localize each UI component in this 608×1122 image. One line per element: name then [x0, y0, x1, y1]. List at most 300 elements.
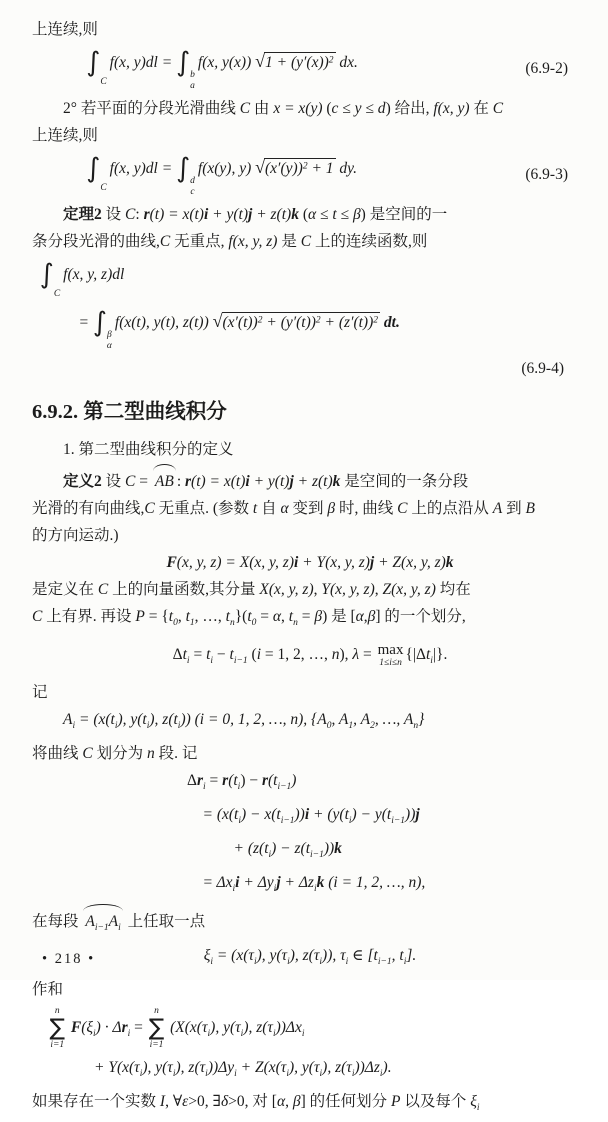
- text-run: 1: [348, 721, 354, 732]
- equation-number: (6.9-2): [525, 60, 568, 78]
- text-run: (: [322, 100, 332, 118]
- text-run: (x, y, z) = X(x, y, z): [176, 554, 294, 572]
- text-run: + Y(x, y, z): [298, 554, 370, 572]
- text-run: r: [143, 206, 150, 224]
- text-run: =: [256, 608, 273, 626]
- text-run: i: [272, 1029, 276, 1040]
- text-run: β: [327, 500, 336, 518]
- text-run: ∫: [86, 47, 101, 79]
- text-run: λ: [352, 646, 360, 664]
- formula-vector-field: [32, 549, 588, 576]
- text-run: f(x, y, z): [228, 233, 278, 251]
- text-run: 作和: [32, 981, 64, 999]
- text-run: n: [54, 1006, 60, 1017]
- text-run: C: [97, 581, 109, 599]
- text-run: t: [168, 608, 174, 626]
- text-run: 均在: [435, 581, 471, 599]
- text-run: 上的点沿从: [407, 500, 493, 518]
- text-run: + Δy: [239, 874, 274, 892]
- text-run: = {: [144, 608, 169, 626]
- arc-overline-group: [82, 903, 123, 942]
- text-run: ) · Δ: [95, 1019, 122, 1037]
- formula-xi: [32, 942, 588, 976]
- subsection-heading: [32, 436, 588, 463]
- text-run: f(x, y)dl =: [109, 160, 177, 178]
- text-run: √: [212, 311, 223, 332]
- text-run: ∫: [176, 153, 191, 185]
- text-run: i: [319, 957, 323, 968]
- text-run: r: [222, 772, 229, 790]
- body-line: [32, 976, 588, 1003]
- text-run: ) 是空间的一: [360, 206, 448, 224]
- text-run: 2: [328, 55, 334, 66]
- text-run: i: [430, 656, 433, 667]
- text-run: 0: [251, 618, 257, 629]
- equation-number-line: [32, 355, 588, 382]
- text-run: n: [154, 1006, 159, 1017]
- text-run: i−1: [277, 782, 292, 793]
- text-run: {|Δ: [405, 646, 426, 664]
- text-run: 划分为: [92, 745, 147, 763]
- text-run: α ≤ t ≤ β: [307, 206, 361, 224]
- text-run: β: [107, 330, 112, 341]
- text-run: dy.: [335, 160, 358, 178]
- text-run: =: [135, 473, 152, 491]
- text-run: ∑: [49, 1015, 65, 1042]
- text-run: j: [289, 473, 294, 491]
- text-run: =: [189, 646, 207, 664]
- text-run: Δ: [187, 772, 197, 790]
- body-line: [32, 463, 588, 495]
- text-run: , t: [391, 947, 404, 965]
- text-run: ,: [363, 608, 368, 626]
- text-run: C: [239, 100, 251, 118]
- text-run: 定义2: [63, 473, 102, 491]
- text-run: 2: [302, 161, 308, 172]
- body-line: [32, 740, 588, 767]
- text-run: = Δx: [202, 874, 233, 892]
- text-run: ∫: [86, 153, 101, 185]
- text-run: 2° 若平面的分段光滑曲线: [63, 100, 240, 118]
- formula-sum-1: [32, 1003, 588, 1054]
- text-run: 时, 曲线: [335, 500, 398, 518]
- body-line: [32, 1088, 588, 1122]
- text-run: i−1: [233, 656, 248, 667]
- text-run: b: [190, 70, 195, 81]
- text-run: = (x(τ: [212, 947, 254, 965]
- text-run: C: [32, 608, 43, 626]
- text-run: ) −: [240, 772, 262, 790]
- text-run: + z(t): [293, 473, 333, 491]
- text-run: ) − z(t: [271, 840, 311, 858]
- text-run: i: [93, 1029, 96, 1040]
- integral-limits: [107, 330, 112, 352]
- text-run: [100, 172, 106, 183]
- text-run: (t) = x(t): [191, 473, 246, 491]
- body-line: [32, 228, 588, 255]
- text-run: max: [377, 641, 404, 658]
- text-run: (x′(t)): [222, 314, 258, 332]
- text-run: 由: [250, 100, 274, 118]
- integral-limits: [100, 172, 106, 194]
- text-run: i: [114, 721, 118, 732]
- text-run: 无重点. (参数: [154, 500, 253, 518]
- text-run: n: [293, 618, 298, 629]
- text-run: ,: [285, 1093, 293, 1111]
- text-run: + 1: [307, 160, 334, 178]
- text-run: ] 的一个划分,: [375, 608, 466, 626]
- body-line: [32, 201, 588, 228]
- text-run: i: [345, 957, 349, 968]
- body-line: [32, 122, 588, 149]
- text-run: ), y(t: [117, 711, 147, 729]
- text-run: =: [359, 646, 376, 664]
- text-run: ∈ [t: [348, 947, 378, 965]
- integral-limits: [190, 70, 195, 92]
- text-run: r: [196, 772, 204, 790]
- text-run: i: [403, 957, 407, 968]
- text-run: ))Δx: [275, 1019, 302, 1037]
- text-run: 的方向运动.): [32, 527, 119, 545]
- text-run: ))Δy: [207, 1059, 235, 1077]
- text-run: 设: [101, 206, 126, 224]
- text-run: P: [135, 608, 145, 626]
- text-run: 0: [173, 618, 178, 629]
- text-run: r: [121, 1019, 128, 1037]
- text-run: 在: [469, 100, 493, 118]
- text-run: }: [418, 711, 425, 729]
- text-run: ))Δz: [354, 1059, 380, 1077]
- text-run: (: [298, 206, 308, 224]
- text-run: i: [238, 816, 241, 827]
- text-run: C: [397, 500, 408, 518]
- text-run: B: [525, 500, 535, 518]
- text-run: F: [70, 1019, 82, 1037]
- text-run: )): [405, 806, 416, 824]
- body-line: [32, 679, 588, 706]
- text-run: −: [213, 646, 230, 664]
- text-run: i: [268, 850, 272, 861]
- text-run: ξ: [470, 1093, 477, 1111]
- text-run: dt.: [380, 314, 400, 332]
- text-run: A: [85, 913, 95, 931]
- text-run: (x′(y)): [265, 160, 303, 178]
- body-line: [32, 576, 588, 603]
- text-run: = (x(t: [75, 711, 115, 729]
- text-run: A: [108, 913, 119, 931]
- text-run: i: [177, 721, 181, 732]
- text-run: 无重点,: [170, 233, 229, 251]
- formula-6-9-2: [32, 43, 588, 95]
- text-run: i: [172, 1069, 176, 1080]
- text-run: k: [334, 840, 342, 858]
- section-heading: [32, 382, 588, 436]
- text-run: C: [100, 183, 107, 194]
- text-run: i: [210, 656, 214, 667]
- text-run: = (x(t: [202, 806, 239, 824]
- formula-points: [32, 706, 588, 740]
- text-run: + Y(x(τ: [94, 1059, 140, 1077]
- text-run: α: [272, 608, 282, 626]
- text-run: 2: [370, 721, 375, 732]
- text-run: 到: [502, 500, 526, 518]
- text-run: √: [255, 51, 266, 71]
- text-run: + y(t): [249, 473, 290, 491]
- text-run: ,: [281, 608, 289, 626]
- text-run: c ≤ y ≤ d: [331, 100, 386, 118]
- text-run: i: [118, 923, 121, 934]
- text-run: j: [276, 874, 281, 892]
- text-run: j: [415, 806, 420, 824]
- text-run: (ξ: [81, 1019, 94, 1037]
- text-run: ∫: [176, 47, 191, 79]
- text-run: C: [159, 233, 171, 251]
- text-run: r: [185, 473, 192, 491]
- text-run: n: [147, 745, 155, 763]
- formula-delta-r-4: [32, 869, 588, 903]
- text-run: 以及每个: [400, 1093, 471, 1111]
- text-run: f(x(t), y(t), z(t)): [114, 314, 213, 332]
- text-run: (X(x(τ: [166, 1019, 208, 1037]
- stacked-limits: [378, 643, 404, 669]
- text-run: j: [369, 554, 375, 572]
- text-run: ) − y(t: [351, 806, 392, 824]
- text-run: + (z(t: [233, 840, 269, 858]
- text-run: ,: [374, 581, 383, 599]
- equation-number: (6.9-3): [525, 166, 568, 184]
- text-run: A: [63, 711, 73, 729]
- text-run: i: [286, 1069, 289, 1080]
- text-run: k: [332, 473, 341, 491]
- overline-group: [222, 312, 381, 331]
- text-run: )), τ: [322, 947, 346, 965]
- text-run: i=1: [50, 1040, 65, 1051]
- text-run: ].: [406, 947, 417, 965]
- text-run: (t: [268, 772, 278, 790]
- text-run: ∫: [39, 259, 54, 291]
- text-run: 光滑的有向曲线,: [32, 500, 145, 518]
- text-run: t: [288, 608, 294, 626]
- text-run: 设: [101, 473, 126, 491]
- text-run: ), z(τ: [322, 1059, 352, 1077]
- overline-group: [264, 52, 336, 71]
- text-run: )) (i = 0, 1, 2, …, n), {A: [180, 711, 327, 729]
- text-run: >0, ∃: [188, 1093, 221, 1111]
- page-content: [32, 16, 588, 1122]
- text-run: 上有界. 再设: [42, 608, 136, 626]
- text-run: i: [240, 1029, 244, 1040]
- text-run: t: [225, 608, 230, 626]
- text-run: 2: [373, 315, 379, 326]
- text-run: 将曲线: [32, 745, 83, 763]
- text-run: n: [229, 618, 235, 629]
- text-run: ∫: [92, 307, 107, 339]
- text-run: Z(x, y, z): [382, 581, 436, 599]
- text-run: ), y(τ: [256, 947, 288, 965]
- overline-group: [264, 158, 336, 177]
- body-line: [32, 522, 588, 549]
- formula-6-9-4-lhs: [32, 255, 588, 303]
- text-run: 在每段: [32, 913, 83, 931]
- text-run: i: [146, 721, 150, 732]
- formula-sum-2: [32, 1054, 588, 1088]
- text-run: 2: [257, 315, 263, 326]
- text-run: i: [127, 1029, 131, 1040]
- text-run: α: [106, 341, 112, 352]
- text-run: + Z(x(τ: [236, 1059, 287, 1077]
- text-run: f(x, y(x)): [197, 54, 256, 71]
- text-run: ), z(τ: [243, 1019, 273, 1037]
- text-run: [100, 66, 106, 77]
- text-run: Y(x, y, z): [321, 581, 375, 599]
- text-run: P: [390, 1093, 401, 1111]
- text-run: >0, 对 [: [228, 1093, 277, 1111]
- arc-overline-group: [152, 463, 177, 495]
- text-run: C: [144, 500, 155, 518]
- text-run: + (y′(t)): [262, 314, 316, 332]
- text-run: 是空间的一条分段: [340, 473, 469, 491]
- text-run: ] 的任何划分: [300, 1093, 391, 1111]
- text-run: 上的连续函数,则: [311, 233, 428, 251]
- text-run: 条分段光滑的曲线,: [32, 233, 160, 251]
- text-run: t: [425, 646, 431, 664]
- text-run: 上的向量函数,其分量: [108, 581, 260, 599]
- text-run: (t) = x(t): [149, 206, 204, 224]
- text-run: ε: [182, 1093, 189, 1111]
- text-run: c: [190, 187, 195, 198]
- text-run: α: [280, 500, 289, 518]
- integral-limits: [190, 176, 195, 198]
- text-run: √: [255, 157, 266, 178]
- text-run: 上连续,则: [32, 127, 98, 145]
- text-run: C: [125, 473, 136, 491]
- text-run: n: [413, 721, 419, 732]
- text-run: d: [190, 176, 195, 187]
- text-run: k: [445, 554, 454, 572]
- text-run: i: [186, 656, 190, 667]
- text-run: :: [135, 206, 144, 224]
- text-run: i: [139, 1069, 143, 1080]
- text-run: C: [100, 77, 107, 88]
- text-run: )): [294, 806, 305, 824]
- text-run: i: [351, 1069, 355, 1080]
- formula-delta-r-1: [32, 767, 588, 801]
- text-run: α: [276, 1093, 286, 1111]
- text-run: 自: [257, 500, 281, 518]
- text-run: I: [159, 1093, 166, 1111]
- text-run: a: [190, 81, 195, 92]
- text-run: i: [287, 957, 290, 968]
- text-run: A: [492, 500, 503, 518]
- text-run: i: [379, 1069, 383, 1080]
- text-run: (: [247, 646, 257, 664]
- text-run: |}.: [432, 646, 448, 664]
- text-run: + y(t): [208, 206, 248, 224]
- text-run: i: [348, 816, 352, 827]
- text-run: t: [185, 608, 190, 626]
- text-run: k: [316, 874, 325, 892]
- text-run: AB: [154, 473, 174, 491]
- text-run: i: [256, 646, 261, 664]
- text-run: C: [125, 206, 136, 224]
- text-run: i: [245, 473, 250, 491]
- text-run: t: [247, 608, 252, 626]
- text-run: 段. 记: [154, 745, 198, 763]
- text-run: i: [293, 554, 299, 572]
- stacked-limits: [50, 1006, 66, 1051]
- text-run: C: [300, 233, 312, 251]
- text-run: X(x, y, z): [259, 581, 314, 599]
- text-run: ).: [382, 1059, 392, 1077]
- text-run: dx.: [335, 54, 358, 71]
- text-run: f(x, y): [433, 100, 470, 118]
- text-run: ), y(τ: [289, 1059, 320, 1077]
- stacked-limits: [149, 1006, 165, 1051]
- text-run: 1≤i≤n: [379, 657, 402, 668]
- integral-limits: [54, 278, 60, 300]
- text-run: [54, 278, 60, 289]
- text-run: ,: [313, 581, 322, 599]
- text-run: :: [176, 473, 185, 491]
- text-run: i: [234, 1069, 237, 1080]
- text-run: ) − x(t: [240, 806, 281, 824]
- text-run: i: [72, 721, 76, 732]
- text-run: , …, A: [374, 711, 414, 729]
- text-run: =: [78, 314, 93, 332]
- formula-6-9-4-rhs: [32, 303, 588, 355]
- text-run: 6.9.2. 第二型曲线积分: [32, 401, 227, 424]
- text-run: ), z(t: [149, 711, 178, 729]
- text-run: 变到: [288, 500, 328, 518]
- text-run: 上连续,则: [32, 21, 98, 38]
- text-run: 是定义在: [32, 581, 98, 599]
- text-run: x = x(y): [273, 100, 323, 118]
- text-run: 0: [326, 721, 332, 732]
- text-run: i: [273, 884, 277, 895]
- text-run: t: [182, 646, 187, 664]
- text-run: + Z(x, y, z): [374, 554, 446, 572]
- text-run: F: [166, 554, 177, 572]
- text-run: i: [253, 957, 257, 968]
- text-run: = 1, 2, …,: [261, 646, 332, 664]
- text-run: , A: [353, 711, 371, 729]
- text-run: f(x, y)dl =: [109, 54, 177, 71]
- text-run: (i = 1, 2, …, n),: [324, 874, 426, 892]
- text-run: f(x(y), y): [197, 160, 256, 178]
- text-run: C: [82, 745, 93, 763]
- text-run: C: [492, 100, 504, 118]
- text-run: δ: [220, 1093, 229, 1111]
- text-run: C: [53, 289, 61, 300]
- text-run: i−1: [391, 816, 406, 827]
- text-run: ),: [339, 646, 353, 664]
- text-run: i=1: [149, 1040, 164, 1051]
- text-run: ), y(τ: [142, 1059, 173, 1077]
- text-run: }(: [234, 608, 248, 626]
- formula-delta-r-3: [32, 835, 588, 869]
- text-run: i−1: [94, 923, 109, 934]
- text-run: ), z(τ: [175, 1059, 206, 1077]
- formula-partition: [32, 637, 588, 679]
- page-number: • 218 •: [42, 951, 96, 967]
- text-run: 定理2: [63, 206, 102, 224]
- text-run: (6.9-4): [521, 360, 564, 378]
- text-run: i: [237, 782, 241, 793]
- text-run: α: [355, 608, 364, 626]
- text-run: i: [319, 1069, 323, 1080]
- text-run: 记: [32, 684, 48, 702]
- text-run: i: [203, 206, 209, 224]
